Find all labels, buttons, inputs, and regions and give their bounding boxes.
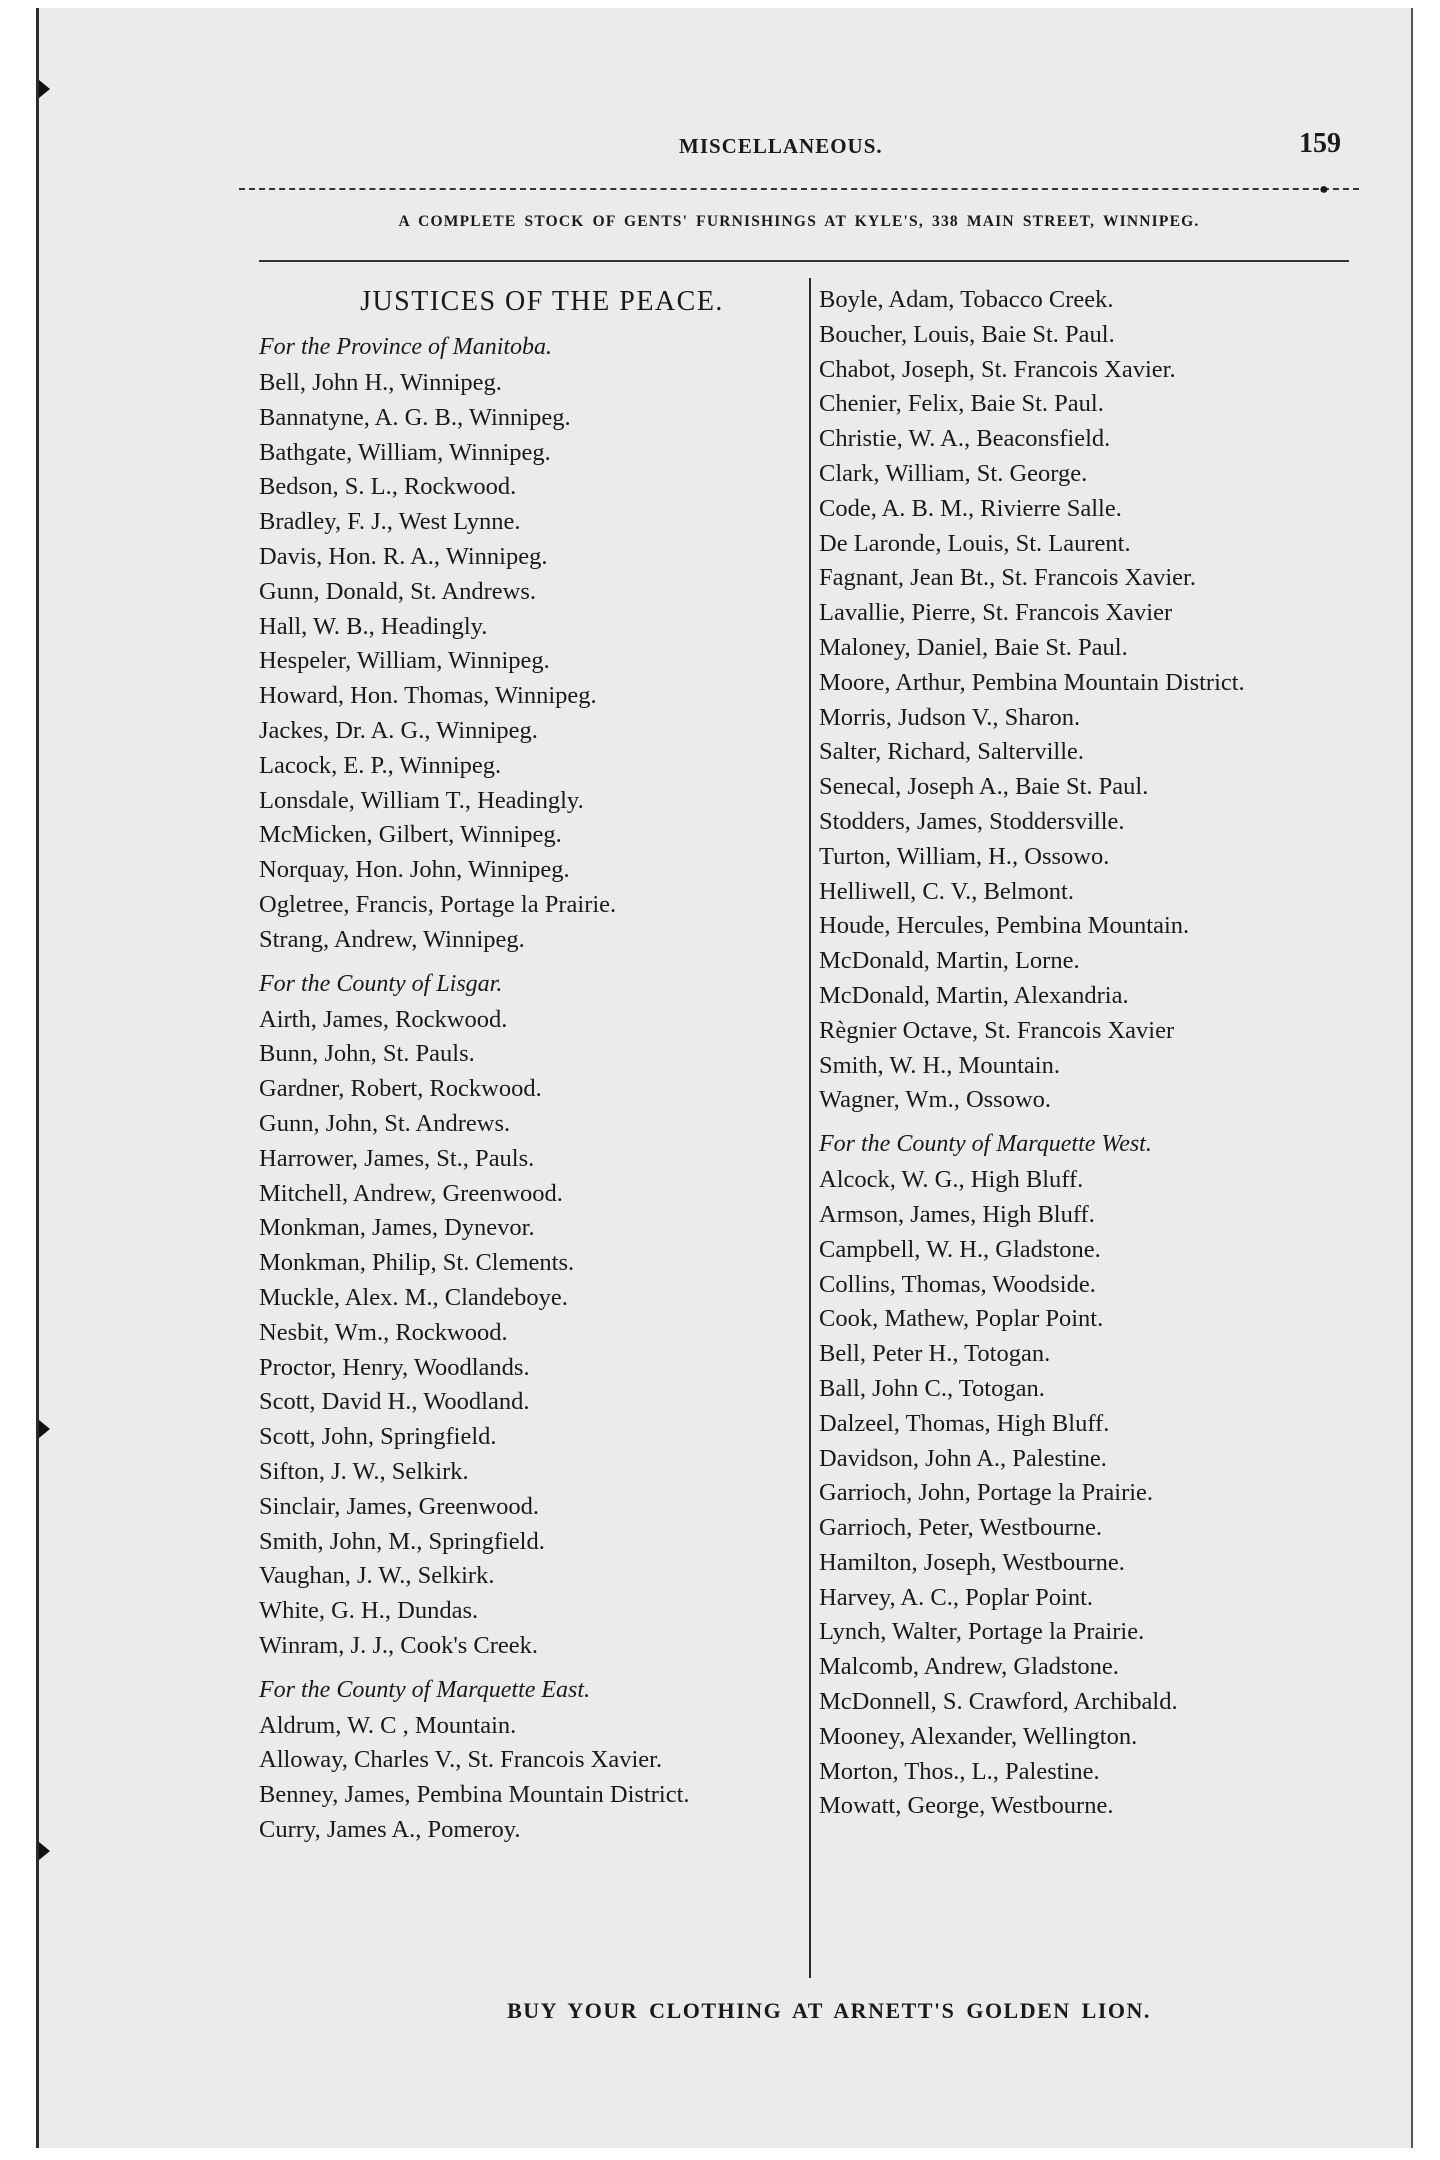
justice-entry: Norquay, Hon. John, Winnipeg.: [259, 856, 570, 884]
margin-pointer-bottom: [39, 1842, 50, 1860]
justice-entry: Smith, John, M., Springfield.: [259, 1527, 545, 1555]
justice-entry: Code, A. B. M., Rivierre Salle.: [819, 494, 1122, 522]
column-divider: [809, 278, 811, 1978]
justice-entry: Lonsdale, William T., Headingly.: [259, 786, 584, 814]
justice-entry: Nesbit, Wm., Rockwood.: [259, 1318, 508, 1346]
justice-entry: Monkman, James, Dynevor.: [259, 1214, 535, 1242]
justice-entry: Gunn, John, St. Andrews.: [259, 1109, 511, 1137]
margin-pointer-middle: [39, 1420, 50, 1438]
justice-entry: Alloway, Charles V., St. Francois Xavier.: [259, 1746, 663, 1774]
section-title: JUSTICES OF THE PEACE.: [360, 286, 724, 317]
justice-entry: Mooney, Alexander, Wellington.: [819, 1722, 1138, 1750]
justice-entry: Helliwell, C. V., Belmont.: [819, 877, 1074, 905]
justice-entry: Bannatyne, A. G. B., Winnipeg.: [259, 403, 571, 431]
justice-entry: Senecal, Joseph A., Baie St. Paul.: [819, 773, 1149, 801]
justice-entry: Ogletree, Francis, Portage la Prairie.: [259, 890, 617, 918]
justice-entry: Smith, W. H., Mountain.: [819, 1051, 1060, 1079]
justice-entry: Curry, James A., Pomeroy.: [259, 1816, 521, 1844]
justice-entry: Bunn, John, St. Pauls.: [259, 1040, 475, 1068]
justice-entry: Hall, W. B., Headingly.: [259, 612, 488, 640]
justice-entry: Chabot, Joseph, St. Francois Xavier.: [819, 355, 1176, 383]
justice-entry: Muckle, Alex. M., Clandeboye.: [259, 1283, 568, 1311]
justice-entry: Turton, William, H., Ossowo.: [819, 842, 1110, 870]
justice-entry: Christie, W. A., Beaconsfield.: [819, 425, 1111, 453]
header-rule-end-mark: ●: [1319, 181, 1329, 198]
justice-entry: Mowatt, George, Westbourne.: [819, 1792, 1114, 1820]
justice-entry: Ball, John C., Totogan.: [819, 1374, 1045, 1402]
justice-entry: Strang, Andrew, Winnipeg.: [259, 925, 525, 953]
justice-entry: Houde, Hercules, Pembina Mountain.: [819, 912, 1190, 940]
justice-entry: Bell, Peter H., Totogan.: [819, 1340, 1051, 1368]
justice-entry: Hamilton, Joseph, Westbourne.: [819, 1548, 1125, 1576]
right-column: [819, 283, 1371, 1824]
directory-section: [819, 283, 1371, 1118]
justice-entry: Campbell, W. H., Gladstone.: [819, 1235, 1101, 1263]
justice-entry: Boyle, Adam, Tobacco Creek.: [819, 286, 1114, 313]
banner-rule: [259, 260, 1349, 262]
justice-entry: Scott, John, Springfield.: [259, 1423, 497, 1451]
header-rule: [239, 188, 1359, 190]
justice-entry: Moore, Arthur, Pembina Mountain District.: [819, 668, 1245, 696]
justice-entry: Aldrum, W. C , Mountain.: [259, 1711, 517, 1739]
justice-entry: Armson, James, High Bluff.: [819, 1200, 1095, 1228]
justice-entry: Alcock, W. G., High Bluff.: [819, 1166, 1084, 1194]
left-column: [259, 283, 807, 1848]
section-heading: For the County of Lisgar.: [259, 970, 503, 997]
section-heading: For the County of Marquette West.: [819, 1131, 1152, 1158]
justice-entry: Chenier, Felix, Baie St. Paul.: [819, 390, 1104, 418]
justice-entry: McMicken, Gilbert, Winnipeg.: [259, 821, 562, 849]
justice-entry: Vaughan, J. W., Selkirk.: [259, 1562, 495, 1590]
justice-entry: Bedson, S. L., Rockwood.: [259, 473, 517, 501]
margin-pointer-top: [39, 80, 50, 98]
justice-entry: Wagner, Wm., Ossowo.: [819, 1086, 1052, 1114]
justice-entry: Sinclair, James, Greenwood.: [259, 1492, 540, 1520]
book-page: [36, 8, 1413, 2148]
justice-entry: Hespeler, William, Winnipeg.: [259, 647, 550, 675]
justice-entry: Maloney, Daniel, Baie St. Paul.: [819, 633, 1128, 661]
directory-section: [259, 1672, 807, 1848]
justice-entry: Morton, Thos., L., Palestine.: [819, 1757, 1100, 1785]
justice-entry: Morris, Judson V., Sharon.: [819, 703, 1081, 731]
justice-entry: Dalzeel, Thomas, High Bluff.: [819, 1409, 1110, 1437]
section-heading: For the County of Marquette East.: [259, 1676, 591, 1703]
justice-entry: Jackes, Dr. A. G., Winnipeg.: [259, 716, 538, 744]
justice-entry: Bradley, F. J., West Lynne.: [259, 508, 521, 536]
justice-entry: Salter, Richard, Salterville.: [819, 738, 1085, 766]
justice-entry: Malcomb, Andrew, Gladstone.: [819, 1653, 1119, 1681]
justice-entry: Gunn, Donald, St. Andrews.: [259, 577, 536, 605]
justice-entry: Sifton, J. W., Selkirk.: [259, 1457, 469, 1485]
justice-entry: Bathgate, William, Winnipeg.: [259, 438, 551, 466]
justice-entry: De Laronde, Louis, St. Laurent.: [819, 529, 1131, 557]
justice-entry: Howard, Hon. Thomas, Winnipeg.: [259, 682, 597, 710]
justice-entry: Fagnant, Jean Bt., St. Francois Xavier.: [819, 564, 1196, 592]
justice-entry: Scott, David H., Woodland.: [259, 1388, 530, 1416]
justice-entry: Lynch, Walter, Portage la Prairie.: [819, 1618, 1145, 1646]
justice-entry: McDonald, Martin, Lorne.: [819, 947, 1080, 975]
justice-entry: Harrower, James, St., Pauls.: [259, 1144, 535, 1172]
justice-entry: McDonald, Martin, Alexandria.: [819, 981, 1129, 1009]
justice-entry: Lavallie, Pierre, St. Francois Xavier: [819, 599, 1173, 627]
justice-entry: Gardner, Robert, Rockwood.: [259, 1075, 542, 1103]
section-heading: For the Province of Manitoba.: [259, 334, 553, 360]
justice-entry: Lacock, E. P., Winnipeg.: [259, 751, 502, 779]
justice-entry: Stodders, James, Stoddersville.: [819, 807, 1125, 835]
bottom-advertisement-banner: BUY YOUR CLOTHING AT ARNETT'S GOLDEN LION.: [507, 1998, 1151, 2023]
directory-section: [259, 329, 807, 958]
page-number: 159: [1299, 128, 1341, 159]
justice-entry: Clark, William, St. George.: [819, 459, 1088, 487]
running-title: MISCELLANEOUS.: [679, 134, 883, 158]
justice-entry: Règnier Octave, St. Francois Xavier: [819, 1016, 1175, 1044]
justice-entry: Cook, Mathew, Poplar Point.: [819, 1305, 1104, 1333]
justice-entry: Mitchell, Andrew, Greenwood.: [259, 1179, 563, 1207]
justice-entry: Benney, James, Pembina Mountain District.: [259, 1781, 690, 1809]
directory-section: [819, 1126, 1371, 1824]
justice-entry: Garrioch, John, Portage la Prairie.: [819, 1479, 1154, 1507]
directory-section: [259, 966, 807, 1664]
running-head: [39, 120, 1411, 160]
justice-entry: Proctor, Henry, Woodlands.: [259, 1353, 530, 1381]
justice-entry: Garrioch, Peter, Westbourne.: [819, 1514, 1103, 1542]
justice-entry: Winram, J. J., Cook's Creek.: [259, 1631, 539, 1659]
justice-entry: Davidson, John A., Palestine.: [819, 1444, 1107, 1472]
justice-entry: Bell, John H., Winnipeg.: [259, 369, 502, 396]
top-advertisement-banner: A COMPLETE STOCK OF GENTS' FURNISHINGS AT KYLE'S, 338 MAIN STREET, WINNIPEG.: [398, 213, 1200, 230]
justice-entry: Davis, Hon. R. A., Winnipeg.: [259, 542, 548, 570]
justice-entry: McDonnell, S. Crawford, Archibald.: [819, 1688, 1178, 1716]
justice-entry: Boucher, Louis, Baie St. Paul.: [819, 320, 1115, 348]
justice-entry: Airth, James, Rockwood.: [259, 1005, 508, 1033]
justice-entry: White, G. H., Dundas.: [259, 1597, 479, 1625]
justice-entry: Monkman, Philip, St. Clements.: [259, 1249, 575, 1277]
justice-entry: Collins, Thomas, Woodside.: [819, 1270, 1096, 1298]
justice-entry: Harvey, A. C., Poplar Point.: [819, 1583, 1094, 1611]
